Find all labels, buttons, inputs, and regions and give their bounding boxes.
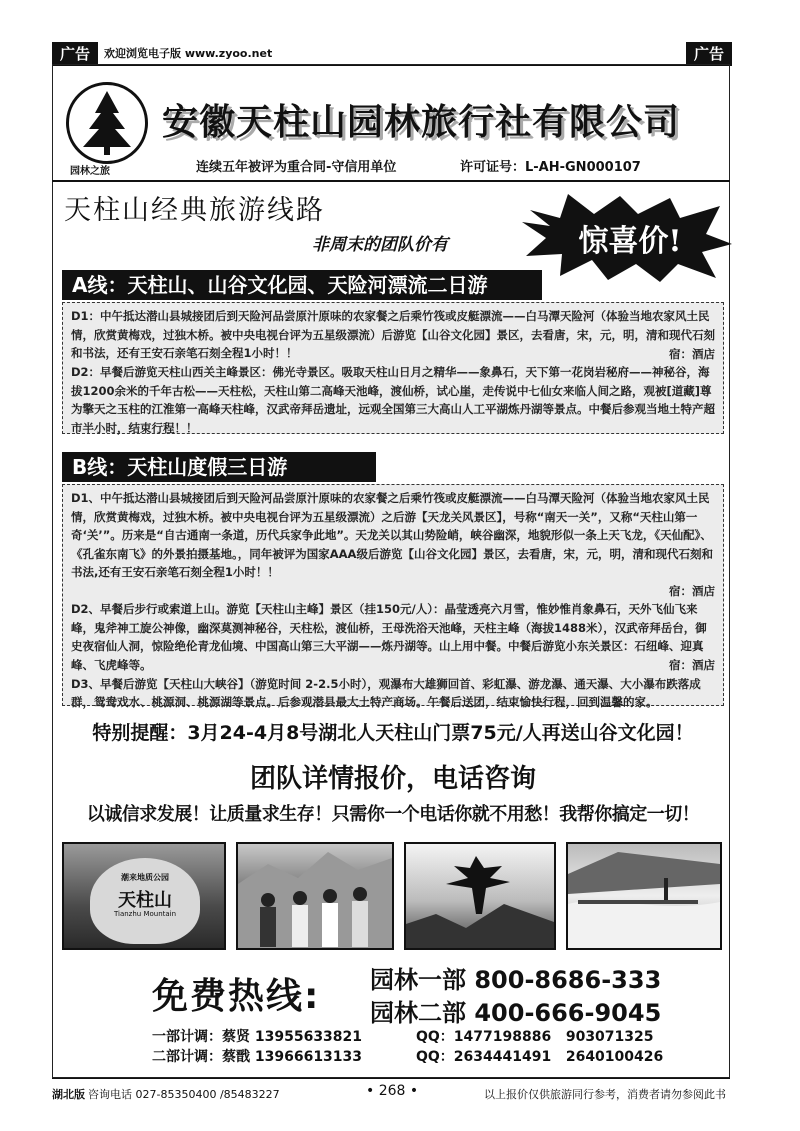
- pine-photo: [406, 844, 554, 948]
- route-a-day2: D2：早餐后游览天柱山西关主峰景区：佛光寺景区。吸取天柱山日月之精华——象鼻石，天下第一花岗岩秘府——神秘谷，海拔1200余米的千年古松——天柱松，天柱山第二高峰天池峰，渡仙桥，试心崖，走传说中七仙女来临人间之路，观被[道藏]尊为擎天之玉柱的江淮第一高峰天柱峰，汉武帝拜岳遗址，远观全国第三大高山人工平湖炼丹湖等景点。中餐后参观当地土特产超市半小时，结束行程！！: [71, 365, 715, 435]
- page-number: • 268 •: [366, 1083, 419, 1099]
- route-a-day1-stay: 宿：酒店: [669, 346, 715, 361]
- honor-text: 连续五年被评为重合同-守信用单位: [196, 160, 397, 175]
- stone-pinyin: Tianzhu Mountain: [113, 910, 177, 918]
- route-b-day2-stay: 宿：酒店: [669, 658, 715, 672]
- route-b-day1: D1、中午抵达潜山县城接团后到天险河品尝原汁原味的农家餐之后乘竹筏或皮艇漂流——白马潭天险河（体验当地农家风土民情，欣赏黄梅戏，过独木桥。被中央电视台评为五星级漂流）之后游【天龙关风景区】，号称“南天一关”，又称“天柱山第一奇‘关’”。历来是“自古通南一条道，历代兵家争此地”。天龙关以其山势险峭，峡谷幽深，地貌形似一条上天飞龙，《天仙配》、《孔雀东南飞》的外景拍摄基地。，同年被评为国家AAA级后游览【山谷文化园】景区，去看唐，宋，元，明，清和现代石刻和书法,还有王安石亲笔石刻全程1小时！！: [71, 491, 713, 579]
- photo-rafting: [566, 842, 722, 950]
- footer-phone: 咨询电话 027-85350400 /85483227: [88, 1088, 280, 1101]
- route-b-box: [62, 484, 724, 709]
- hotline-dept1: 园林一部 800-8686-333: [370, 966, 662, 994]
- tourists-photo: [238, 844, 392, 948]
- route-b-day3: D3、早餐后游览【天柱山大峡谷】（游览时间 2-2.5小时），观瀑布大雄狮回首、彩虹瀑、游龙瀑、通天瀑、大小瀑布跌落成群，鸳鸯戏水、桃源洞、桃源湖等景点。后参观潜县最大土特产商场。午餐后送团，结束愉快行程，回到温馨的家。: [71, 676, 701, 709]
- header-divider: [52, 180, 730, 182]
- logo-caption: 园林之旅: [70, 166, 110, 177]
- route-b-day2: D2、早餐后步行或索道上山。游览【天柱山主峰】景区（挂150元/人）：晶莹透亮六月雪，惟妙惟肖象鼻石，天外飞仙飞来峰，鬼斧神工旋公神像，幽深莫测神秘谷，天柱松，渡仙桥，王母洗浴天池峰，天柱主峰（海拔1488米），汉武帝拜岳台，御史夜宿仙人洞，惊险绝伦青龙仙境、中国高山第三大平湖——炼丹湖等。山上用中餐。中餐后游览小东关景区：石纽峰、迎真峰、飞虎峰等。: [71, 602, 707, 672]
- contact1-name: 一部计调：蔡贤 13955633821: [152, 1029, 363, 1045]
- photo-pine: [404, 842, 556, 950]
- ad-tag-left: 广告: [52, 42, 98, 66]
- slogan-line: 以诚信求发展！让质量求生存！只需你一个电话你就不用愁！我帮你搞定一切！: [86, 804, 700, 825]
- company-name: 安徽天柱山园林旅行社有限公司: [162, 102, 681, 143]
- welcome-text: 欢迎浏览电子版 www.zyoo.net: [104, 47, 273, 60]
- rafting-photo: [568, 844, 720, 948]
- ad-tag-right: 广告: [686, 42, 732, 66]
- contact2-qq: QQ：2634441491 2640100426: [416, 1049, 664, 1065]
- contact1-qq: QQ：1477198886 903071325: [416, 1029, 654, 1045]
- hotline-dept2: 园林二部 400-666-9045: [370, 999, 662, 1027]
- license-number: 许可证号：L-AH-GN000107: [460, 160, 641, 175]
- pine-tree-icon: [69, 85, 145, 161]
- route-b-heading: B线：天柱山度假三日游: [62, 452, 376, 482]
- page-title: 天柱山经典旅游线路: [64, 195, 325, 226]
- special-notice: 特别提醒：3月24-4月8号湖北人天柱山门票75元/人再送山谷文化园！: [92, 722, 694, 744]
- stone-title: 潮来地质公园: [121, 873, 169, 882]
- tree-logo: [66, 82, 148, 164]
- consult-line: 团队详情报价，电话咨询: [249, 764, 536, 794]
- photo-tourists: [236, 842, 394, 950]
- footer-edition: 湖北版: [52, 1088, 85, 1101]
- stone-name: 天柱山: [118, 890, 172, 911]
- hotline-label: 免费热线:: [152, 976, 321, 1017]
- photo-scenic-stone: [62, 842, 226, 950]
- footer-disclaimer: 以上报价仅供旅游同行参考，消费者请勿参阅此书: [484, 1088, 726, 1101]
- price-burst: [520, 192, 734, 284]
- route-a-day1: D1：中午抵达潜山县城接团后到天险河品尝原汁原味的农家餐之后乘竹筏或皮艇漂流——白马潭天险河（体验当地农家风土民情，欣赏黄梅戏，过独木桥。被中央电视台评为五星级漂流）后游览【山谷文化园】景区，去看唐，宋，元，明，清和现代石刻和书法，还有王安石亲笔石刻全程1小时！！: [71, 309, 715, 360]
- route-b-day1-stay: 宿：酒店: [669, 583, 715, 598]
- route-a-box: [62, 302, 724, 434]
- burst-text: 惊喜价!: [578, 224, 682, 259]
- contact2-name: 二部计调：蔡戬 13966613133: [152, 1049, 363, 1065]
- price-subtitle: 非周末的团队价有: [312, 235, 448, 255]
- footer-rule: [52, 1078, 730, 1079]
- route-a-heading: A线：天柱山、山谷文化园、天险河漂流二日游: [62, 270, 542, 300]
